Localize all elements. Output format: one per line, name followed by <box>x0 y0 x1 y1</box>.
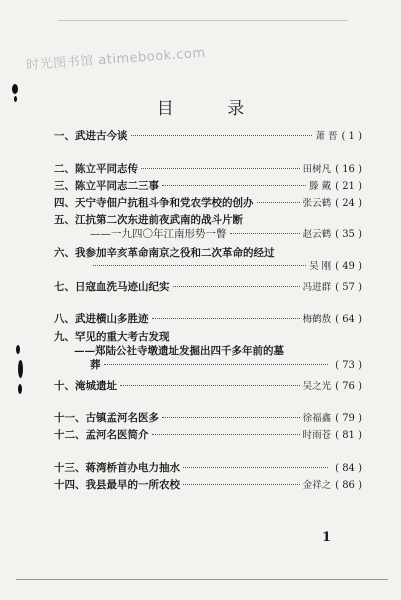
entry-title: 六、我参加辛亥革命南京之役和二次革命的经过 <box>54 247 275 259</box>
entry-title: 四、天宁寺佃户抗租斗争和党农学校的创办 <box>54 197 254 209</box>
entry-page: ( 49 ) <box>335 261 362 272</box>
entry-page: ( 79 ) <box>335 413 362 424</box>
toc-title: 目 录 <box>156 99 269 119</box>
entry-title: 五、江抗第二次东进前夜武南的战斗片断 <box>54 214 243 226</box>
entry-author: 吴之光 <box>302 381 332 392</box>
entry-page: ( 57 ) <box>335 282 362 293</box>
entry-author: 冯进群 <box>302 282 332 293</box>
bottom-rule <box>16 579 388 580</box>
dot-leader <box>141 168 300 169</box>
entry-title: 十四、我县最早的一所农校 <box>54 479 180 491</box>
ink-mark <box>18 360 23 378</box>
dot-leader <box>230 233 300 234</box>
watermark: 时光图书馆 atimebook.com <box>25 45 207 74</box>
toc-entry[interactable] <box>54 478 362 493</box>
entry-page: ( 35 ) <box>335 229 362 240</box>
toc-entry[interactable] <box>54 379 362 394</box>
entry-author: 金祥之 <box>302 480 332 491</box>
entry-page: ( 24 ) <box>335 198 362 209</box>
dot-leader <box>183 484 300 485</box>
toc-entry[interactable] <box>54 280 362 295</box>
entry-author: 萧 晋 <box>315 131 338 142</box>
ink-mark <box>16 345 20 354</box>
toc-entry[interactable] <box>54 196 362 211</box>
entry-title: 八、武进横山多胜迹 <box>54 313 149 325</box>
entry-author: 时雨苍 <box>302 430 332 441</box>
ink-mark <box>12 84 18 94</box>
entry-page: ( 1 ) <box>341 131 362 142</box>
toc-entry[interactable] <box>54 246 362 274</box>
dot-leader <box>162 417 300 418</box>
entry-author: 田树凡 <box>302 164 332 175</box>
entry-author: 梅鹤敖 <box>302 314 332 325</box>
entry-author: 吴 刚 <box>309 261 332 272</box>
entry-author: 张云鹤 <box>302 198 332 209</box>
dot-leader <box>183 467 328 468</box>
entry-page: ( 76 ) <box>335 381 362 392</box>
entry-title: 十一、古镇孟河名医多 <box>54 412 159 424</box>
dot-leader <box>152 318 300 319</box>
dot-leader <box>162 185 306 186</box>
dot-leader <box>173 286 300 287</box>
entry-subtitle-end: 葬 <box>90 359 101 371</box>
entry-title: 三、陈立平同志二三事 <box>54 180 159 192</box>
entry-page: ( 16 ) <box>335 164 362 175</box>
page-number: 1 <box>322 530 332 545</box>
entry-author: 徐福鑫 <box>302 413 332 424</box>
dot-leader <box>93 265 306 266</box>
toc-entry[interactable] <box>54 213 362 242</box>
entry-page: ( 21 ) <box>335 181 362 192</box>
dot-leader <box>120 385 300 386</box>
dot-leader <box>257 202 300 203</box>
entry-page: ( 86 ) <box>335 480 362 491</box>
toc-entry[interactable] <box>54 312 362 327</box>
ink-mark <box>18 384 22 394</box>
entry-title: 十、淹城遗址 <box>54 380 117 392</box>
toc-entry[interactable] <box>54 330 362 373</box>
entry-subtitle: ——郑陆公社寺墩遗址发掘出四千多年前的墓 <box>74 345 284 357</box>
top-rule <box>58 20 348 21</box>
entry-page: ( 81 ) <box>335 430 362 441</box>
toc-entry[interactable] <box>54 162 362 177</box>
entry-page: ( 64 ) <box>335 314 362 325</box>
entry-title: 二、陈立平同志传 <box>54 163 138 175</box>
toc-entry[interactable] <box>54 179 362 194</box>
toc-entry[interactable] <box>54 129 362 144</box>
entry-author: 赵云鹤 <box>302 229 332 240</box>
entry-subtitle: ——一九四〇年江南形势一瞥 <box>90 228 227 240</box>
dot-leader <box>152 434 300 435</box>
toc-entry[interactable] <box>54 461 362 476</box>
toc-entry[interactable] <box>54 411 362 426</box>
entry-author: 滕 戴 <box>309 181 332 192</box>
dot-leader <box>104 364 329 365</box>
entry-title: 十三、蒋湾桥首办电力抽水 <box>54 462 180 474</box>
entry-title: 十二、孟河名医简介 <box>54 429 149 441</box>
entry-page: ( 84 ) <box>335 463 362 474</box>
entry-title: 七、日寇血洗马迹山纪实 <box>54 281 170 293</box>
entry-title: 一、武进古今谈 <box>54 130 128 142</box>
entry-page: ( 73 ) <box>335 360 362 371</box>
entry-title: 九、罕见的重大考古发现 <box>54 331 170 343</box>
toc-entry[interactable] <box>54 428 362 443</box>
dot-leader <box>131 135 313 136</box>
